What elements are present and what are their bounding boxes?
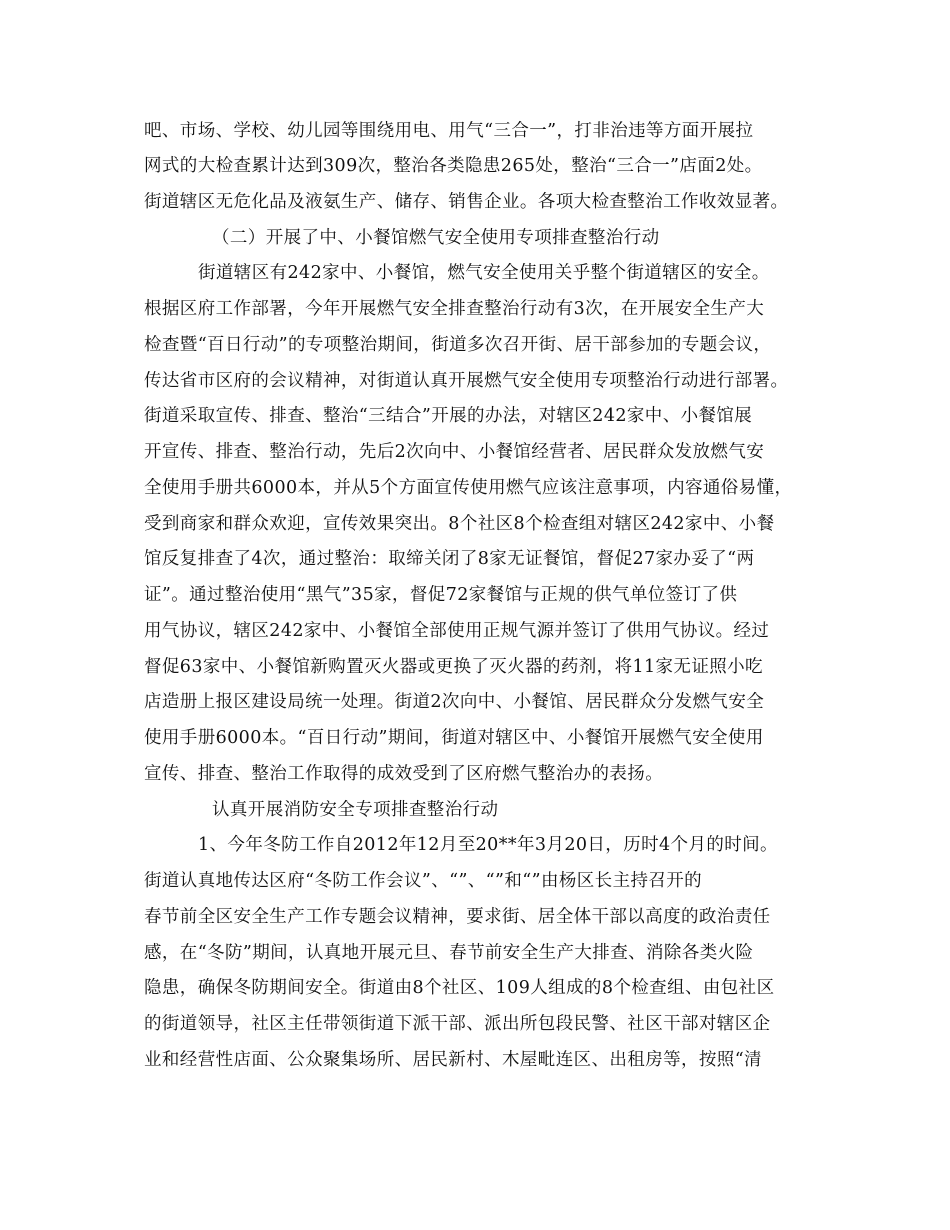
text-line: 根据区府工作部署，今年开展燃气安全排查整治行动有3次，在开展安全生产大 [144,299,765,319]
text-line: 的街道领导，社区主任带领街道下派干部、派出所包段民警、社区干部对辖区企 [144,1014,771,1034]
text-line: 吧、市场、学校、幼儿园等围绕用电、用气“三合一”，打非治违等方面开展拉 [144,121,754,141]
section-heading: 认真开展消防安全专项排查整治行动 [212,800,499,820]
text-line: 街道辖区有242家中、小餐馆，燃气安全使用关乎整个街道辖区的安全。 [198,263,770,283]
text-line: 用气协议，辖区242家中、小餐馆全部使用正规气源并签订了供用气协议。经过 [144,621,770,641]
text-line: 督促63家中、小餐馆新购置灭火器或更换了灭火器的药剂，将11家无证照小吃 [144,657,763,677]
text-line: 感，在“冬防”期间，认真地开展元旦、春节前安全生产大排查、消除各类火险 [144,943,754,963]
text-line: 店造册上报区建设局统一处理。街道2次向中、小餐馆、居民群众分发燃气安全 [144,692,765,712]
section-heading: （二）开展了中、小餐馆燃气安全使用专项排查整治行动 [212,228,660,248]
text-line: 证”。通过整治使用“黑气”35家，督促72家餐馆与正规的供气单位签订了供 [144,585,738,605]
text-line: 1、今年冬防工作自2012年12月至20**年3月20日，历时4个月的时间。 [198,835,778,855]
text-line: 业和经营性店面、公众聚集场所、居民新村、木屋毗连区、出租房等，按照“清 [144,1050,762,1070]
text-line: 开宣传、排查、整治行动，先后2次向中、小餐馆经营者、居民群众发放燃气安 [144,442,765,462]
text-line: 街道辖区无危化品及液氨生产、储存、销售企业。各项大检查整治工作收效显著。 [144,192,789,212]
text-line: 网式的大检查累计达到309次，整治各类隐患265处，整治“三合一”店面2处。 [144,156,763,176]
text-line: 隐患，确保冬防期间安全。街道由8个社区、109人组成的8个检查组、由包社区 [144,978,775,998]
text-line: 受到商家和群众欢迎，宣传效果突出。8个社区8个检查组对辖区242家中、小餐 [144,514,775,534]
text-line: 春节前全区安全生产工作专题会议精神，要求街、居全体干部以高度的政治责任 [144,907,771,927]
text-line: 检查暨“百日行动”的专项整治期间，街道多次召开街、居干部参加的专题会议， [144,335,772,355]
text-line: 馆反复排查了4次，通过整治：取缔关闭了8家无证餐馆，督促27家办妥了“两 [144,549,755,569]
text-line: 宣传、排查、整治工作取得的成效受到了区府燃气整治办的表扬。 [144,764,664,784]
text-line: 街道采取宣传、排查、整治“三结合”开展的办法，对辖区242家中、小餐馆展 [144,406,753,426]
text-line: 传达省市区府的会议精神，对街道认真开展燃气安全使用专项整治行动进行部署。 [144,371,789,391]
text-line: 全使用手册共6000本，并从5个方面宣传使用燃气应该注意事项，内容通俗易懂， [144,478,793,498]
text-line: 使用手册6000本。“百日行动”期间，街道对辖区中、小餐馆开展燃气安全使用 [144,728,764,748]
text-line: 街道认真地传达区府“冬防工作会议”、“”、“”和“”由杨区长主持召开的 [144,871,703,891]
